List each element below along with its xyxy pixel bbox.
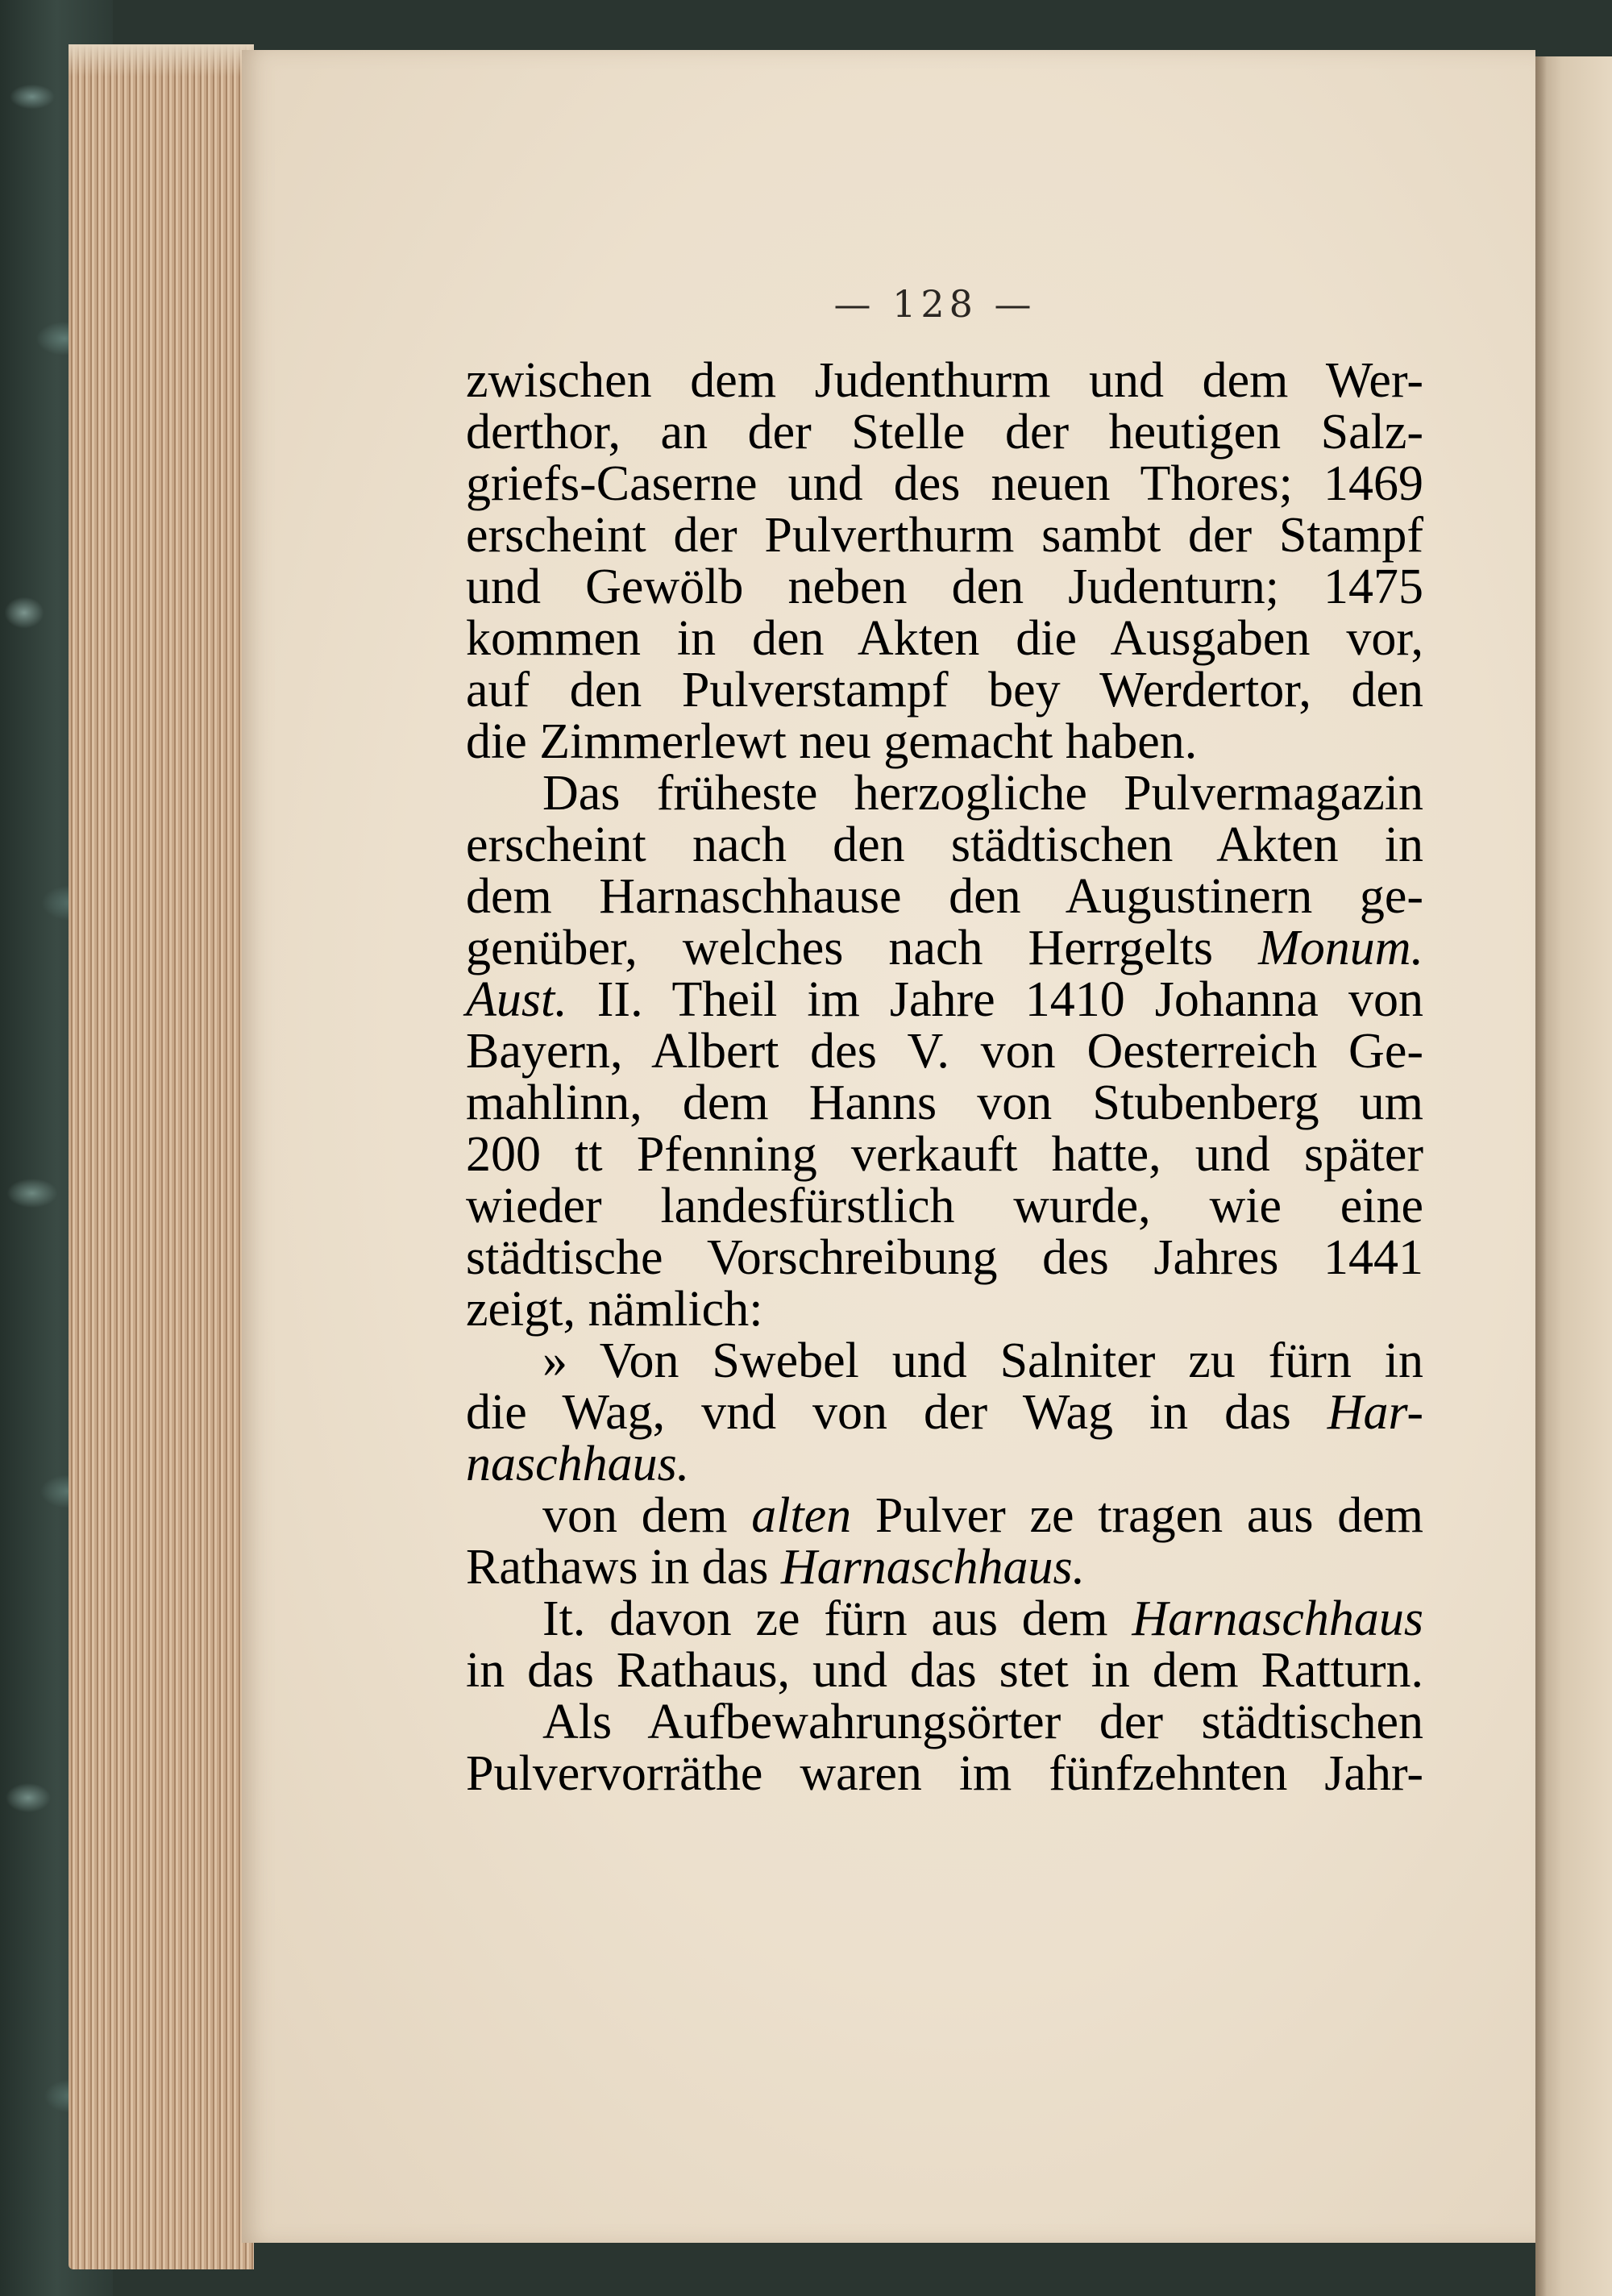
- italic-run: Monum.: [1258, 921, 1423, 975]
- text-run: Rathaws in das: [466, 1540, 781, 1595]
- text-run: It. davon ze fürn aus dem: [542, 1591, 1132, 1646]
- text-line: [466, 1387, 1423, 1438]
- text-run: II. Theil im Jahre 1410 Johanna von: [567, 972, 1423, 1027]
- italic-run: alten: [751, 1488, 852, 1543]
- facing-page-edge: [1535, 56, 1612, 2296]
- text-line: 200 tt Pfenning verkauft hatte, und später: [466, 1127, 1423, 1182]
- text-line: die Zimmerlewt neu gemacht haben.: [466, 714, 1198, 769]
- text-line: erscheint der Pulverthurm sambt der Stampf: [466, 508, 1423, 563]
- text-line: Als Aufbewahrungsörter der städtischen: [542, 1695, 1423, 1749]
- italic-run: Harnaschhaus: [1132, 1591, 1423, 1646]
- text-line: [466, 1541, 1423, 1593]
- page-number: — 128 —: [833, 282, 1037, 326]
- text-line: auf den Pulverstampf bey Werdertor, den: [466, 663, 1423, 718]
- text-line: und Gewölb neben den Judenturn; 1475: [466, 559, 1423, 614]
- text-line: griefs-Caserne und des neuen Thores; 1469: [466, 456, 1423, 511]
- text-line: Bayern, Albert des V. von Oesterreich Ge-: [466, 1024, 1423, 1079]
- text-run: genüber, welches nach Herrgelts: [466, 921, 1259, 975]
- text-line: kommen in den Akten die Ausgaben vor,: [466, 611, 1423, 666]
- text-line: mahlinn, dem Hanns von Stubenberg um: [466, 1075, 1423, 1130]
- italic-run: Harnaschhaus.: [780, 1540, 1086, 1595]
- text-line: [466, 1438, 1423, 1490]
- text-line: [466, 1593, 1423, 1645]
- text-line: derthor, an der Stelle der heutigen Salz-: [466, 405, 1423, 460]
- text-line: [466, 1490, 1423, 1541]
- text-line: Pulvervorräthe waren im fünfzehnten Jahr-: [466, 1746, 1423, 1801]
- page-edges: [69, 44, 254, 2269]
- italic-run: Har-: [1327, 1385, 1423, 1440]
- text-line: zwischen dem Judenthurm und dem Wer-: [466, 353, 1423, 408]
- text-line: [466, 922, 1423, 974]
- text-line: zeigt, nämlich:: [466, 1282, 763, 1337]
- text-line: in das Rathaus, und das stet in dem Ratturn.: [466, 1643, 1423, 1698]
- italic-run: naschhaus.: [466, 1437, 690, 1491]
- text-run: von dem: [542, 1488, 752, 1543]
- text-line: Das früheste herzogliche Pulvermagazin: [542, 766, 1423, 821]
- page-text: [466, 355, 1423, 1799]
- text-line: [466, 974, 1423, 1025]
- italic-run: Aust.: [466, 972, 567, 1027]
- text-run: die Wag, vnd von der Wag in das: [466, 1385, 1327, 1440]
- text-line: wieder landesfürstlich wurde, wie eine: [466, 1179, 1423, 1233]
- text-line: » Von Swebel und Salniter zu fürn in: [542, 1333, 1423, 1388]
- text-run: Pulver ze tragen aus dem: [851, 1488, 1423, 1543]
- text-line: dem Harnaschhause den Augustinern ge-: [466, 869, 1423, 924]
- text-line: städtische Vorschreibung des Jahres 1441: [466, 1230, 1423, 1285]
- text-line: erscheint nach den städtischen Akten in: [466, 817, 1423, 872]
